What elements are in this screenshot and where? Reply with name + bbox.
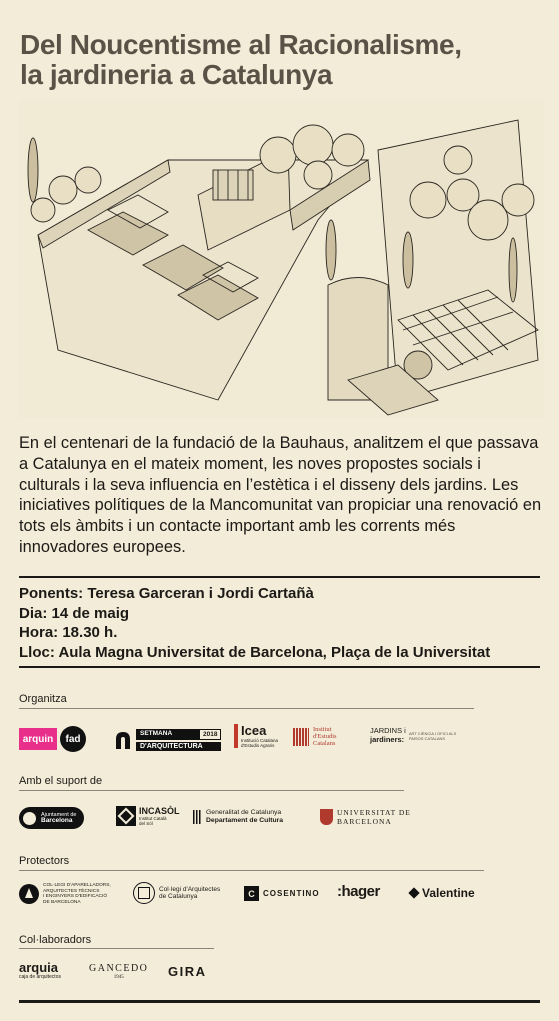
arquia-logo <box>19 961 61 980</box>
ub-shield-icon <box>320 809 333 825</box>
event-location: Lloc: Aula Magna Universitat de Barcelona, Plaça de la Universitat <box>19 643 491 661</box>
caateeb-line-4: DE BARCELONA <box>43 899 81 905</box>
jardins-subtitle: ART CIÈNCIA I OFICI ALS PAÏSOS CATALANS <box>408 730 457 741</box>
event-details <box>19 584 544 662</box>
coac-logo <box>133 882 220 904</box>
gira-name: GIRA <box>168 964 207 979</box>
section-label-collaboradors: Col·laboradors <box>19 934 92 946</box>
setmana-year: 2018 <box>199 729 221 740</box>
gira-logo <box>168 964 207 979</box>
gancedo-logo <box>89 963 148 981</box>
incasol-mark-icon <box>116 806 136 826</box>
caateeb-logo <box>19 883 111 905</box>
jardins-logo <box>370 727 464 744</box>
ajuntament-shield-icon <box>23 812 36 825</box>
setmana-arquitectura-logo <box>113 729 221 751</box>
coac-line-2: de Catalunya <box>159 893 198 900</box>
valentine-logo <box>409 886 475 900</box>
hager-logo <box>337 883 380 900</box>
setmana-icon <box>113 729 133 751</box>
valentine-name: Valentine <box>422 886 475 900</box>
jardins-line-1: JARDINS i <box>370 726 406 735</box>
iec-line-3: Catalans <box>313 740 336 747</box>
iec-logo <box>293 726 337 747</box>
speakers: Ponents: Teresa Garceran i Jordi Cartañà <box>19 585 314 602</box>
jardins-line-2: jardiners: <box>370 734 405 744</box>
iec-line-1: Institut <box>313 726 332 733</box>
icea-logo <box>234 724 283 748</box>
event-date: Dia: 14 de maig <box>19 604 130 622</box>
incasol-logo <box>116 806 180 826</box>
icea-bar-icon <box>234 724 238 748</box>
hager-name: :hager <box>337 883 380 900</box>
cosentino-name: COSENTINO <box>263 889 320 898</box>
section-rule <box>19 708 474 709</box>
coac-seal-icon <box>133 882 155 904</box>
arquin-logo <box>19 726 86 752</box>
iec-seal-icon <box>293 728 309 746</box>
section-rule <box>19 790 404 791</box>
arquia-name: arquia <box>19 960 59 975</box>
page-title <box>20 30 540 90</box>
section-label-protectors: Protectors <box>19 855 70 867</box>
ajuntament-logo <box>19 807 84 829</box>
arquia-subtitle: caja de arquitectos <box>19 974 61 980</box>
icea-subtitle: Institució Catalana d'Estudis Agraris <box>241 738 279 748</box>
valentine-mark-icon <box>408 887 419 898</box>
cosentino-logo <box>244 886 320 901</box>
incasol-sub-2: del Sòl <box>139 821 153 826</box>
event-time: Hora: 18.30 h. <box>19 624 118 642</box>
divider-bottom <box>19 666 540 668</box>
iec-line-2: d'Estudis <box>313 733 337 740</box>
incasol-name: INCASÒL <box>139 806 180 816</box>
gencat-line-2: Departament de Cultura <box>206 817 284 824</box>
ub-logo <box>320 808 411 826</box>
gancedo-year: 1945 <box>113 975 124 980</box>
footer-bar <box>19 1000 540 1003</box>
incasol-sub-1: Institut Català <box>139 816 167 821</box>
fad-mark: fad <box>60 726 86 752</box>
ub-line-2: BARCELONA <box>337 817 392 826</box>
gencat-senyera-icon <box>193 810 202 824</box>
ub-line-1: UNIVERSITAT DE <box>337 808 411 817</box>
section-label-organitza: Organitza <box>19 693 67 705</box>
caateeb-mark-icon <box>19 884 39 904</box>
divider-top <box>19 576 540 578</box>
garden-illustration <box>18 100 544 418</box>
caateeb-line-3: I ENGINYERS D'EDIFICACIÓ <box>43 894 108 900</box>
ajuntament-line-2: Barcelona <box>41 817 73 824</box>
gencat-logo <box>193 809 283 825</box>
arquitectura-label: D'ARQUITECTURA <box>136 742 221 751</box>
gancedo-name: GANCEDO <box>89 963 149 974</box>
description-paragraph: En el centenari de la fundació de la Bauhaus, analitzem el que passava a Catalunya en el mateix moment, les noves propostes socials i culturals i la seva influencia en l’estètica i el disseny dels jardins. Les iniciatives polítiques de la Mancomunitat van propiciar una renovació en tots els àmbits i un contacte important amb les corrents més innovadores europees. <box>19 434 542 556</box>
caateeb-line-2: ARQUITECTES TÈCNICS <box>43 888 100 894</box>
icea-name: Icea <box>241 723 267 738</box>
title-line-1: Del Noucentisme al Racionalisme, <box>20 29 462 60</box>
title-line-2: la jardineria a Catalunya <box>20 59 333 90</box>
caateeb-line-1: COL·LEGI D'APARELLADORS, <box>43 883 111 888</box>
section-rule <box>19 870 484 871</box>
setmana-label: SETMANA <box>136 729 199 740</box>
coac-line-1: Col·legi d'Arquitectes <box>159 885 221 893</box>
arquin-mark: arquin <box>19 728 57 750</box>
ajuntament-line-1: Ajuntament de <box>41 811 77 818</box>
section-rule <box>19 948 214 949</box>
section-label-suport: Amb el suport de <box>19 775 103 787</box>
cosentino-c-icon: C <box>244 886 259 901</box>
gencat-line-1: Generalitat de Catalunya <box>206 809 282 816</box>
